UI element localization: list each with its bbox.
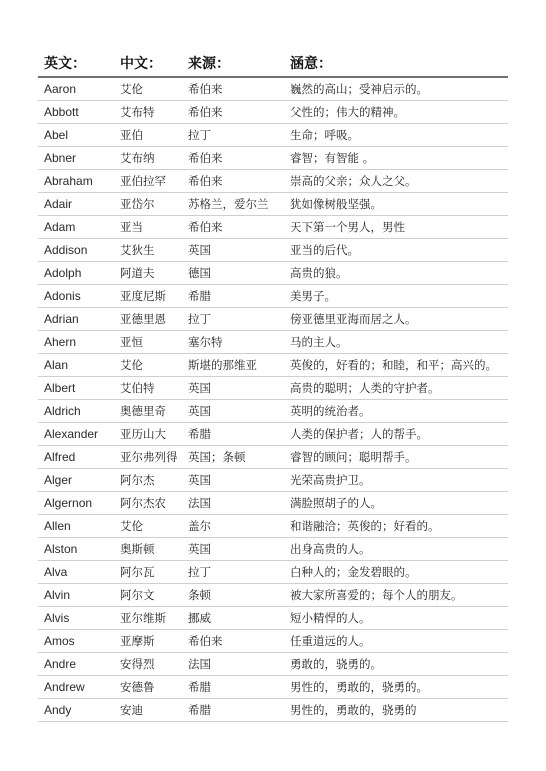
table-row xyxy=(38,515,508,538)
name-chinese: 安得烈 xyxy=(114,653,182,676)
name-meaning: 男性的，勇敢的，骁勇的 xyxy=(280,699,508,722)
table-row xyxy=(38,561,508,584)
table-row xyxy=(38,377,508,400)
name-chinese: 艾狄生 xyxy=(114,239,182,262)
name-english: Abbott xyxy=(38,101,114,124)
name-english: Alfred xyxy=(38,446,114,469)
name-english: Alexander xyxy=(38,423,114,446)
header-chinese: 中文： xyxy=(114,50,182,77)
name-origin: 英国 xyxy=(182,400,280,423)
table-row xyxy=(38,308,508,331)
name-meaning: 傍亚德里亚海而居之人。 xyxy=(280,308,508,331)
name-meaning: 天下第一个男人，男性 xyxy=(280,216,508,239)
name-meaning: 马的主人。 xyxy=(280,331,508,354)
name-meaning: 美男子。 xyxy=(280,285,508,308)
names-table xyxy=(38,50,508,722)
name-english: Aaron xyxy=(38,77,114,101)
name-english: Allen xyxy=(38,515,114,538)
name-english: Alva xyxy=(38,561,114,584)
name-meaning: 崇高的父亲；众人之父。 xyxy=(280,170,508,193)
name-origin: 希腊 xyxy=(182,285,280,308)
name-meaning: 生命；呼吸。 xyxy=(280,124,508,147)
name-english: Adonis xyxy=(38,285,114,308)
name-meaning: 被大家所喜爱的；每个人的朋友。 xyxy=(280,584,508,607)
name-english: Aldrich xyxy=(38,400,114,423)
name-english: Alvin xyxy=(38,584,114,607)
header-row xyxy=(38,50,508,77)
name-chinese: 艾布纳 xyxy=(114,147,182,170)
name-origin: 英国 xyxy=(182,469,280,492)
name-meaning: 犹如像树般坚强。 xyxy=(280,193,508,216)
name-origin: 希伯来 xyxy=(182,170,280,193)
table-row xyxy=(38,216,508,239)
name-meaning: 睿智的顾问；聪明帮手。 xyxy=(280,446,508,469)
name-origin: 希腊 xyxy=(182,676,280,699)
name-origin: 法国 xyxy=(182,653,280,676)
name-chinese: 奥德里奇 xyxy=(114,400,182,423)
name-origin: 挪威 xyxy=(182,607,280,630)
name-chinese: 亚岱尔 xyxy=(114,193,182,216)
name-chinese: 阿尔杰 xyxy=(114,469,182,492)
name-chinese: 艾伯特 xyxy=(114,377,182,400)
name-chinese: 亚德里恩 xyxy=(114,308,182,331)
name-meaning: 光荣高贵护卫。 xyxy=(280,469,508,492)
name-chinese: 阿道夫 xyxy=(114,262,182,285)
name-chinese: 阿尔杰农 xyxy=(114,492,182,515)
name-chinese: 亚度尼斯 xyxy=(114,285,182,308)
name-origin: 希伯来 xyxy=(182,77,280,101)
name-english: Adolph xyxy=(38,262,114,285)
name-origin: 德国 xyxy=(182,262,280,285)
name-origin: 希腊 xyxy=(182,423,280,446)
name-meaning: 和谐融洽；英俊的；好看的。 xyxy=(280,515,508,538)
name-english: Andre xyxy=(38,653,114,676)
name-meaning: 出身高贵的人。 xyxy=(280,538,508,561)
name-origin: 希伯来 xyxy=(182,101,280,124)
name-english: Adair xyxy=(38,193,114,216)
name-chinese: 亚恒 xyxy=(114,331,182,354)
table-row xyxy=(38,147,508,170)
name-english: Alston xyxy=(38,538,114,561)
name-meaning: 巍然的高山；受神启示的。 xyxy=(280,77,508,101)
table-header xyxy=(38,50,508,77)
name-origin: 希伯来 xyxy=(182,216,280,239)
table-row xyxy=(38,607,508,630)
name-english: Alvis xyxy=(38,607,114,630)
name-origin: 苏格兰，爱尔兰 xyxy=(182,193,280,216)
name-meaning: 人类的保护者；人的帮手。 xyxy=(280,423,508,446)
name-origin: 塞尔特 xyxy=(182,331,280,354)
table-row xyxy=(38,124,508,147)
header-english: 英文： xyxy=(38,50,114,77)
name-chinese: 安德鲁 xyxy=(114,676,182,699)
name-origin: 拉丁 xyxy=(182,124,280,147)
name-english: Abel xyxy=(38,124,114,147)
name-chinese: 安迪 xyxy=(114,699,182,722)
name-chinese: 艾伦 xyxy=(114,354,182,377)
name-meaning: 白种人的；金发碧眼的。 xyxy=(280,561,508,584)
name-chinese: 艾伦 xyxy=(114,515,182,538)
table-body xyxy=(38,77,508,722)
name-chinese: 亚尔弗列得 xyxy=(114,446,182,469)
table-row xyxy=(38,400,508,423)
name-english: Abraham xyxy=(38,170,114,193)
name-chinese: 亚摩斯 xyxy=(114,630,182,653)
table-row xyxy=(38,469,508,492)
name-origin: 英国；条顿 xyxy=(182,446,280,469)
name-meaning: 勇敢的，骁勇的。 xyxy=(280,653,508,676)
name-meaning: 亚当的后代。 xyxy=(280,239,508,262)
header-origin: 来源： xyxy=(182,50,280,77)
name-origin: 英国 xyxy=(182,377,280,400)
name-origin: 法国 xyxy=(182,492,280,515)
table-row xyxy=(38,676,508,699)
table-row xyxy=(38,354,508,377)
table-row xyxy=(38,285,508,308)
name-chinese: 艾布特 xyxy=(114,101,182,124)
name-english: Algernon xyxy=(38,492,114,515)
table-row xyxy=(38,423,508,446)
name-origin: 希腊 xyxy=(182,699,280,722)
name-meaning: 父性的；伟大的精神。 xyxy=(280,101,508,124)
table-row xyxy=(38,538,508,561)
name-origin: 拉丁 xyxy=(182,308,280,331)
table-row xyxy=(38,492,508,515)
name-origin: 条顿 xyxy=(182,584,280,607)
name-english: Andy xyxy=(38,699,114,722)
name-english: Alan xyxy=(38,354,114,377)
name-english: Alger xyxy=(38,469,114,492)
name-origin: 盖尔 xyxy=(182,515,280,538)
name-meaning: 睿智；有智能 。 xyxy=(280,147,508,170)
table-row xyxy=(38,77,508,101)
table-row xyxy=(38,331,508,354)
name-english: Abner xyxy=(38,147,114,170)
name-origin: 英国 xyxy=(182,239,280,262)
table-row xyxy=(38,446,508,469)
name-meaning: 英俊的，好看的；和睦，和平；高兴的。 xyxy=(280,354,508,377)
name-meaning: 高贵的狼。 xyxy=(280,262,508,285)
table-row xyxy=(38,630,508,653)
name-meaning: 英明的统治者。 xyxy=(280,400,508,423)
table-row xyxy=(38,101,508,124)
table-row xyxy=(38,699,508,722)
table-row xyxy=(38,584,508,607)
name-english: Adrian xyxy=(38,308,114,331)
name-chinese: 亚历山大 xyxy=(114,423,182,446)
name-chinese: 阿尔瓦 xyxy=(114,561,182,584)
header-meaning: 涵意： xyxy=(280,50,508,77)
name-chinese: 亚当 xyxy=(114,216,182,239)
name-english: Amos xyxy=(38,630,114,653)
name-english: Albert xyxy=(38,377,114,400)
table-row xyxy=(38,170,508,193)
name-origin: 拉丁 xyxy=(182,561,280,584)
table-row xyxy=(38,262,508,285)
table-row xyxy=(38,193,508,216)
name-english: Adam xyxy=(38,216,114,239)
name-chinese: 亚伯拉罕 xyxy=(114,170,182,193)
name-meaning: 满脸照胡子的人。 xyxy=(280,492,508,515)
table-row xyxy=(38,239,508,262)
name-chinese: 艾伦 xyxy=(114,77,182,101)
name-chinese: 奥斯顿 xyxy=(114,538,182,561)
name-chinese: 亚伯 xyxy=(114,124,182,147)
table-row xyxy=(38,653,508,676)
name-meaning: 男性的，勇敢的，骁勇的。 xyxy=(280,676,508,699)
name-meaning: 高贵的聪明；人类的守护者。 xyxy=(280,377,508,400)
name-english: Andrew xyxy=(38,676,114,699)
name-english: Addison xyxy=(38,239,114,262)
name-origin: 斯堪的那维亚 xyxy=(182,354,280,377)
name-origin: 希伯来 xyxy=(182,147,280,170)
name-origin: 英国 xyxy=(182,538,280,561)
name-chinese: 阿尔文 xyxy=(114,584,182,607)
name-meaning: 任重道远的人。 xyxy=(280,630,508,653)
name-meaning: 短小精悍的人。 xyxy=(280,607,508,630)
name-chinese: 亚尔维斯 xyxy=(114,607,182,630)
name-origin: 希伯来 xyxy=(182,630,280,653)
name-english: Ahern xyxy=(38,331,114,354)
